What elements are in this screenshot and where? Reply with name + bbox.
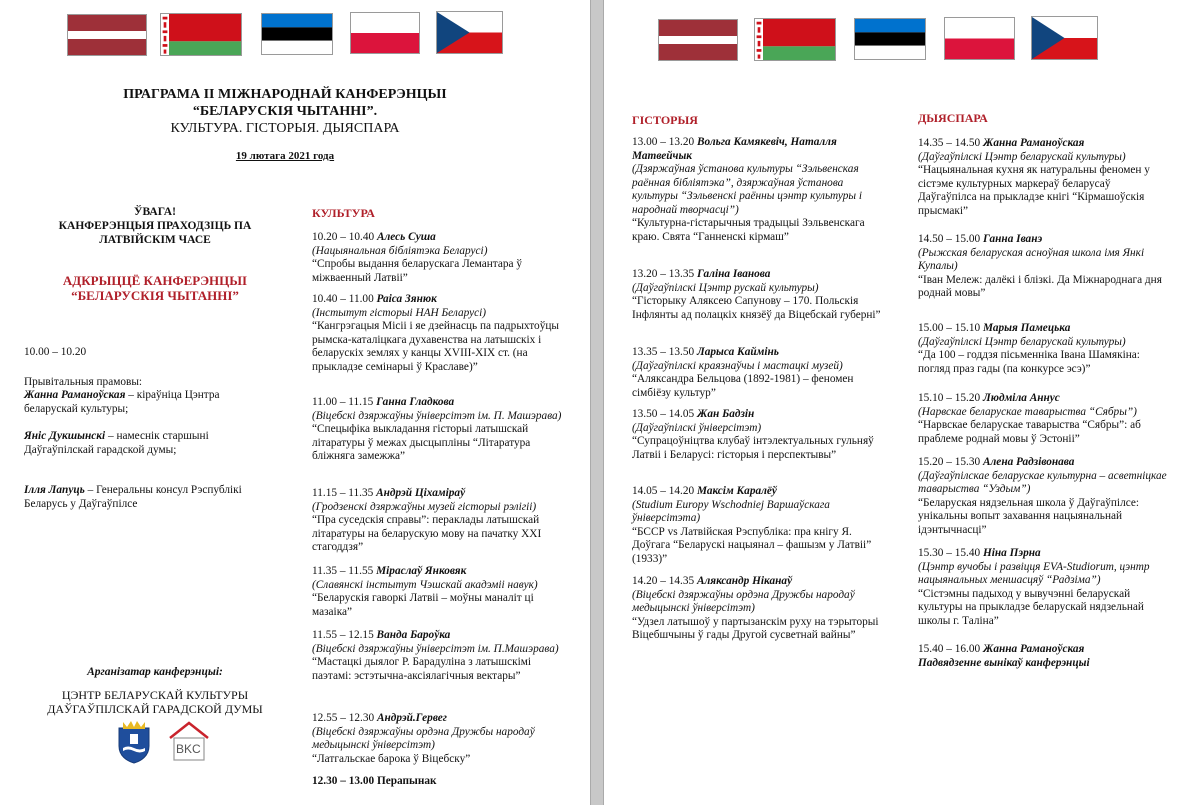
entry-topic: “Пра суседскія справы”: пераклады латышскай літаратуры на беларускую мову на пачатку XXI стагоддзя” [312,514,542,553]
entry-topic: “Беларускія гаворкі Латвіі – моўны маналіт ці мазаіка” [312,592,534,618]
entry-speaker: Аляксандр Нiканаў [696,575,793,587]
history-entry [632,575,887,643]
entry-affiliation: (Віцебскі дзяржаўны ўніверсітэт ім. П.Машэрава) [312,642,559,655]
conference-subtitle: КУЛЬТУРА. ГІСТОРЫЯ. ДЫЯСПАРА [170,121,400,136]
entry-topic: “Спробы выдання беларускага Лемантара ў міжваенный Латвіі” [312,258,523,284]
entry-speaker: Галіна Іванова [696,268,771,280]
entry-affiliation: (Цэнтр вучобы і развіцця EVA-Studiorum, цэнтр нацыянальных меншасцяў “Радзіма”) [918,560,1150,586]
entry-topic: “Латгальскае барока ў Віцебску” [312,752,471,765]
speaker-name: Яніс Дукшынскі [24,430,106,442]
poland-flag [944,17,1015,60]
entry-time: 10.20 – 10.40 [312,231,375,243]
entry-speaker: Ванда Бароўка [376,629,451,641]
closing-entry [918,643,1170,670]
entry-speaker: Марыя Памецька [982,322,1071,334]
entry-speaker: Жанна Раманоўская [982,137,1085,149]
entry-affiliation: (Славянскі інстытут Чэшскай акадэміі навук) [312,578,538,591]
entry-speaker: Ніна Пэрна [982,547,1041,559]
entry-topic: “Аляксандра Бельцова (1892-1981) – феномен сімбіёзу культур” [632,373,854,399]
entry-time: 11.35 – 11.55 [312,565,374,577]
entry-speaker: Мiраслаў Янковяк [376,565,467,577]
entry-time: 15.30 – 15.40 [918,547,981,559]
right-page [604,0,1184,805]
bkc-logo-text: BKC [176,742,201,756]
history-entry [632,136,887,244]
entry-time: 12.55 – 12.30 [312,712,375,724]
entry-topic: “Да 100 – годдзя пісьменніка Івана Шамякіна: погляд праз гады (па конкурсе эсэ)” [918,349,1140,375]
entry-affiliation: (Віцебскі дзяржаўны ўніверсітэт ім. П. Машэрава) [312,409,562,422]
entry-topic: “Нарвскае беларускае таварыства “Сябры”: аб праблеме роднай мовы ў Эстоніі” [918,419,1141,445]
entry-affiliation: (Гродзенскі дзяржаўны музей гісторыі рэлігіі) [312,500,537,513]
left-page [0,0,590,805]
estonia-flag [261,13,333,55]
speaker-name: Ілля Лапуць [24,484,85,496]
entry-affiliation: (Даўгаўпілскі краязнаўчы і мастацкі музей) [632,359,843,372]
opening-heading [20,273,290,303]
czech-flag [1031,16,1098,60]
daugavpils-coat-of-arms [117,720,151,764]
entry-time: 15.00 – 15.10 [918,322,981,334]
poland-flag [350,12,420,54]
title-line-2: “БЕЛАРУСКІЯ ЧЫТАННІ”. [192,104,378,119]
opening-line-1: АДКРЫЦЦЁ КАНФЕРЭНЦЫІ [62,273,248,288]
entry-time: 14.35 – 14.50 [918,137,981,149]
title-line-1: ПРАГРАМА ІІ МІЖНАРОДНАЙ КАНФЕРЭНЦЫІ [123,87,447,102]
organizer-label: Арганізатар канферэнцыі: [87,666,223,678]
entry-time: 11.15 – 11.35 [312,487,374,499]
entry-time: 13.35 – 13.50 [632,346,695,358]
entry-affiliation: (Даўгаўпілскі Цэнтр рускай культуры) [632,281,819,294]
notice-line-3: ЛАТВІЙСКІМ ЧАСЕ [99,234,211,246]
entry-topic: “Спецыфіка выкладання гісторыі латышскай літаратуры ў межах дысцыпліны “Літаратура бліжняга замежжа” [312,423,531,462]
break-label: Перапынак [376,775,437,787]
notice-line-2: КАНФЕРЭНЦЫЯ ПРАХОДЗІЦЬ ПА [58,220,252,232]
break-entry [312,775,567,789]
diaspora-entry [918,456,1170,537]
entry-topic: “Культурна-гістарычныя традыцыі Зэльвенскага краю. Свята “Ганненскі кірмаш” [632,217,865,243]
organizer-line-1: ЦЭНТР БЕЛАРУСКАЙ КУЛЬТУРЫ [61,688,249,702]
page-gutter [590,0,604,805]
section-culture: КУЛЬТУРА [312,206,375,220]
entry-affiliation: (Даўгаўпілскі ўніверсітэт) [632,421,762,434]
entry-affiliation: (Інстытут гісторыі НАН Беларусі) [312,306,487,319]
entry-topic: “Кангрэгацыя Місіі і яе дзейнасць па падрыхтоўцы рымска-каталіцкага духавенства на латышскіх і беларускіх землях у канцы XVIII-XIX ст. (на прыкладзе семінарыі ў Краславе)” [312,320,559,373]
entry-speaker: Жан Бадзін [696,408,755,420]
entry-speaker: Андрэй Ціхамiраў [376,487,466,499]
entry-topic: “Беларуская нядзельная школа ў Даўгаўпілсе: унікальны вопыт захавання нацыянальнай ідэнтычнасці” [918,496,1140,536]
estonia-flag [854,18,926,60]
entry-speaker: Вольга Камякевіч, Наталля Матвейчык [632,136,837,162]
section-history: ГІСТОРЫЯ [632,113,698,127]
entry-speaker: Алесь Суша [376,231,436,243]
entry-time: 13.50 – 14.05 [632,408,695,420]
entry-affiliation: (Даўгаўпілскае беларускае культурна – асветніцкае таварыства “Уздым”) [918,469,1167,495]
latvia-flag [67,14,147,56]
entry-speaker: Максім Каралёў [696,485,777,497]
entry-speaker: Андрэй.Гервег [376,712,447,724]
entry-time: 11.00 – 11.15 [312,396,374,408]
history-entry [632,485,887,566]
speaker-role: – Генеральны консул Рэспублікі Беларусь у Даўгаўпілсе [24,484,242,510]
welcome-speaker-3 [24,484,264,511]
latvia-flag [658,19,738,61]
entry-speaker: Жанна Раманоўская [982,643,1085,655]
closing-label: Падвядзенне вынікаў канферэнцыі [918,656,1090,669]
culture-entry [312,487,567,555]
entry-affiliation: (Дзяржаўная ўстанова культуры “Зэльвенская раённая бібліятэка”, дзяржаўная ўстанова культуры “Зэльвенскі раённы цэнтр культуры і народнай творчасці”) [632,163,862,216]
history-entry [632,268,887,322]
culture-entry [312,565,567,619]
entry-topic: “Сістэмны падыход у вывучэнні беларускай культуры на прыкладзе беларускай нядзельнай школы г. Таліна” [918,587,1144,627]
diaspora-entry [918,547,1170,628]
belarus-flag [754,18,836,61]
diaspora-entry [918,137,1170,218]
speaker-name: Жанна Раманоўская [24,389,126,401]
entry-time: 15.40 – 16.00 [918,643,981,655]
welcome-heading: Прывітальныя прамовы: [24,376,143,388]
entry-affiliation: (Рыжская беларуская асноўная школа імя Янкі Купалы) [918,246,1145,272]
break-time: 12.30 – 13.00 [312,775,375,787]
culture-entry [312,712,567,766]
organizer-name [20,688,290,716]
entry-topic: “БССР vs Латвійская Рэспубліка: пра кнігу Я. Доўгага “Беларускі нацыянал – фашызм у Латвіі” (1933)” [632,525,872,565]
welcome-speaker-2 [24,430,244,457]
entry-speaker: Ганна Гладкова [376,396,455,408]
entry-time: 10.40 – 11.00 [312,293,374,305]
bkc-logo [167,720,211,764]
czech-flag [436,11,503,54]
entry-topic: “Гісторыку Аляксею Сапунову – 170. Польскія Інфлянты ад полацкіх князёў да Віцебскай губерні” [632,295,881,321]
entry-speaker: Ганна Іванэ [982,233,1043,245]
entry-topic: “Нацыянальная кухня як натуральны феномен у сістэме культурных маркераў беларусаў Даўгаўпілса на прыкладзе кнігі “Кірмашоўскія прысмакі” [918,164,1150,217]
entry-affiliation: (Віцебскі дзяржаўны ордэна Дружбы народаў медыцынскі ўніверсітэт) [312,725,535,751]
belarus-flag [160,13,242,56]
entry-affiliation: (Даўгаўпілскі Цэнтр беларускай культуры) [918,335,1126,348]
culture-entry [312,396,567,464]
culture-entry [312,293,567,374]
notice-line-1: ЎВАГА! [134,206,176,218]
diaspora-entry [918,322,1170,376]
entry-time: 11.55 – 12.15 [312,629,374,641]
organizer-line-2: ДАЎГАЎПІЛСКАЙ ГАРАДСКОЙ ДУМЫ [47,702,263,716]
entry-affiliation: (Віцебскі дзяржаўны ордэна Дружбы народаў медыцынскі ўніверсітэт) [632,588,855,614]
entry-speaker: Людміла Аннус [982,392,1060,404]
entry-speaker: Раіса Зянюк [376,293,437,305]
culture-entry [312,231,567,285]
entry-affiliation: (Нацыянальная бібліятэка Беларусі) [312,244,488,257]
entry-time: 13.20 – 13.35 [632,268,695,280]
entry-topic: “Іван Мележ: далёкі і блізкі. Да Міжнароднага дня роднай мовы” [918,273,1162,299]
section-diaspora: ДЫЯСПАРА [918,111,988,125]
conference-date: 19 лютага 2021 года [235,150,335,162]
conference-title [60,86,510,120]
history-entry [632,408,887,462]
entry-affiliation: (Даўгаўпілскі Цэнтр беларускай культуры) [918,150,1126,163]
entry-topic: “Мастацкі дыялог Р. Барадуліна з латышскімі паэтамі: эстэтычна-аксіялагічныя вектары” [312,656,531,682]
entry-time: 13.00 – 13.20 [632,136,695,148]
entry-speaker: Ларыса Каймінь [696,346,779,358]
opening-line-2: “БЕЛАРУСКІЯ ЧЫТАННІ” [71,288,239,303]
entry-time: 14.20 – 14.35 [632,575,695,587]
entry-time: 15.20 – 15.30 [918,456,981,468]
entry-affiliation: (Нарвскае беларускае таварыства “Сябры”) [918,405,1137,418]
culture-entry [312,629,567,683]
speaker-role: – кіраўніца Цэнтра беларускай культуры; [24,389,220,415]
welcome-speaker-1 [24,389,244,416]
diaspora-entry [918,392,1170,446]
entry-topic: “Супрацоўніцтва клубаў інтэлектуальных гульняў Латвіі і Беларусі: гісторыя і перспектывы” [632,435,874,461]
entry-time: 15.10 – 15.20 [918,392,981,404]
speaker-role: – намеснік старшыні Даўгаўпілскай гарадской думы; [24,430,209,456]
entry-speaker: Алена Радзівонава [982,456,1075,468]
entry-time: 14.05 – 14.20 [632,485,695,497]
diaspora-entry [918,233,1170,301]
entry-time: 14.50 – 15.00 [918,233,981,245]
history-entry [632,346,887,400]
entry-topic: “Удзел латышоў у партызанскім руху на тэрыторыі Віцебшчыны ў гады Другой сусветнай вайны” [632,615,879,641]
opening-time: 10.00 – 10.20 [24,346,87,358]
timezone-notice [20,205,290,247]
entry-affiliation: (Studium Europy Wschodniej Варшаўскага ўніверсітэта) [632,498,830,524]
